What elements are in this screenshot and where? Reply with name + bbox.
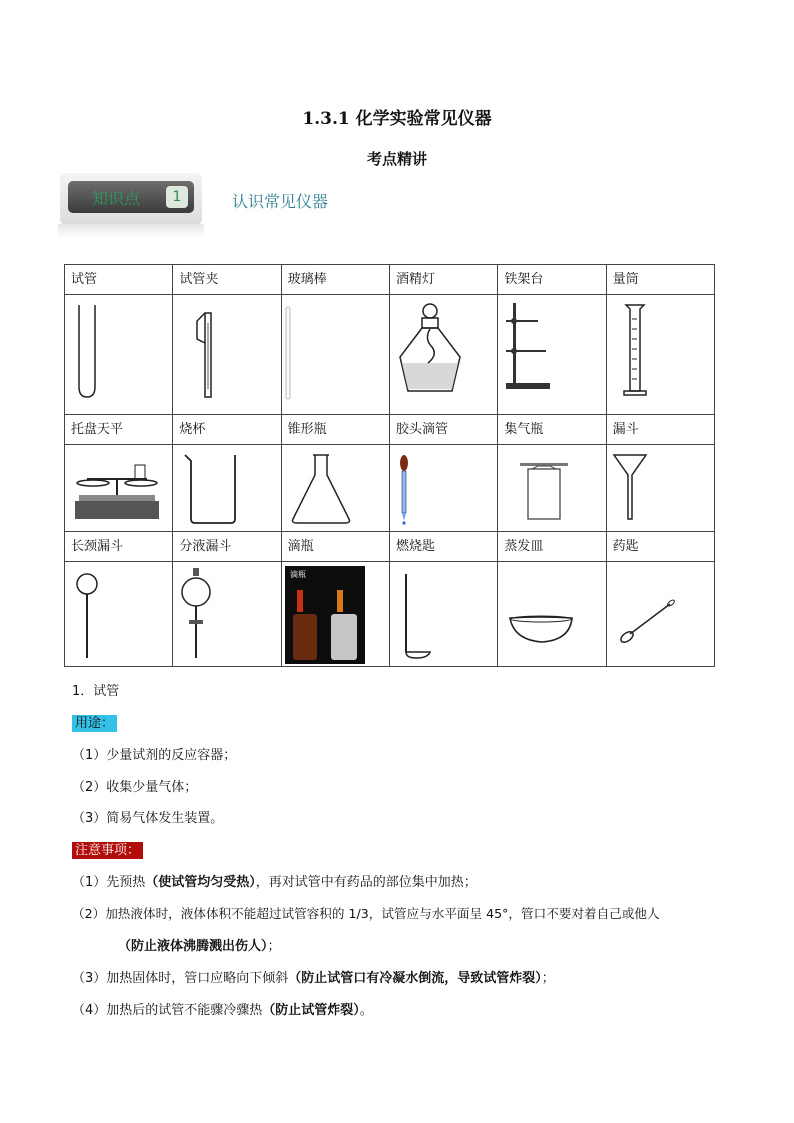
- note-text: （3）加热固体时，管口应略向下倾斜: [72, 971, 289, 986]
- alcohol-lamp-icon: [394, 299, 494, 409]
- note-item-2: [72, 903, 660, 922]
- note-text: ，再对试管中有药品的部位集中加热；: [255, 875, 477, 890]
- combustion-spoon-icon: [394, 566, 494, 664]
- test-tube-icon: [69, 299, 169, 409]
- evaporating-dish-icon: [502, 566, 602, 664]
- note-item-2-cont: [118, 935, 281, 954]
- instrument-name: 漏斗: [606, 415, 714, 445]
- balance-cell: [65, 445, 173, 532]
- notes-tag: [72, 839, 143, 858]
- instrument-name: 量筒: [606, 265, 714, 295]
- gas-jar-cell: [498, 445, 606, 532]
- dropping-bottle-photo: [285, 566, 385, 664]
- medicine-spoon-cell: [606, 562, 714, 667]
- graduated-cylinder-cell: [606, 295, 714, 415]
- knowledge-point-badge: [60, 173, 202, 225]
- beaker-icon: [177, 449, 277, 527]
- funnel-icon: [610, 449, 710, 527]
- instrument-name: 锥形瓶: [281, 415, 389, 445]
- instrument-name: 燃烧匙: [389, 532, 497, 562]
- long-neck-funnel-cell: [65, 562, 173, 667]
- dropper-cell: [389, 445, 497, 532]
- section-heading-test-tube: 1．试管: [72, 684, 120, 699]
- separatory-funnel-icon: [177, 566, 277, 664]
- combustion-spoon-cell: [389, 562, 497, 667]
- glass-rod-icon: [285, 299, 385, 409]
- note-text: ；: [541, 971, 555, 986]
- beaker-cell: [173, 445, 281, 532]
- note-emphasis: （防止试管炸裂）: [262, 1003, 360, 1018]
- note-emphasis: （防止试管口有冷凝水倒流，导致试管炸裂）: [288, 971, 542, 986]
- test-tube-holder-cell: [173, 295, 281, 415]
- instrument-name: 酒精灯: [389, 265, 497, 295]
- photo-caption: 滴瓶: [290, 570, 307, 579]
- instrument-name: 滴瓶: [281, 532, 389, 562]
- dropping-bottle-cell: [281, 562, 389, 667]
- note-item-4: [72, 999, 373, 1018]
- note-text: （2）加热液体时，液体体积不能超过试管容积的 1/3，试管应与水平面呈 45°，管口不要对着自己或他人: [72, 906, 660, 921]
- instrument-name: 烧杯: [173, 415, 281, 445]
- badge-shadow: [58, 224, 204, 238]
- note-text: （1）先预热: [72, 875, 146, 890]
- conical-flask-cell: [281, 445, 389, 532]
- instrument-name: 试管: [65, 265, 173, 295]
- page-title: 1.3.1 化学实验常见仪器: [302, 109, 492, 129]
- knowledge-point-label: 知识点: [92, 189, 141, 208]
- alcohol-lamp-cell: [389, 295, 497, 415]
- evaporating-dish-cell: [498, 562, 606, 667]
- note-text: 。: [359, 1003, 373, 1018]
- gas-jar-icon: [502, 449, 602, 527]
- uses-tag-label: 用途：: [72, 715, 117, 732]
- instrument-name: 托盘天平: [65, 415, 173, 445]
- use-item: （1）少量试剂的反应容器；: [72, 748, 237, 763]
- instrument-name: 集气瓶: [498, 415, 606, 445]
- notes-tag-label: 注意事项：: [72, 842, 143, 859]
- instrument-name: 试管夹: [173, 265, 281, 295]
- instrument-name: 药匙: [606, 532, 714, 562]
- use-item: （3）简易气体发生装置。: [72, 811, 224, 826]
- knowledge-point-badge-inner: [68, 181, 194, 213]
- note-item-3: [72, 967, 555, 986]
- instrument-name: 玻璃棒: [281, 265, 389, 295]
- iron-stand-icon: [502, 299, 602, 409]
- instrument-name: 分液漏斗: [173, 532, 281, 562]
- graduated-cylinder-icon: [610, 299, 710, 409]
- funnel-cell: [606, 445, 714, 532]
- dropper-icon: [394, 449, 494, 527]
- glass-rod-cell: [281, 295, 389, 415]
- note-emphasis: （使试管均匀受热）: [145, 875, 256, 890]
- section-heading: 认识常见仪器: [232, 192, 329, 211]
- instrument-name: 蒸发皿: [498, 532, 606, 562]
- test-tube-cell: [65, 295, 173, 415]
- conical-flask-icon: [285, 449, 385, 527]
- note-emphasis: （防止液体沸腾溅出伤人）: [118, 939, 268, 954]
- use-item: （2）收集少量气体；: [72, 780, 198, 795]
- iron-stand-cell: [498, 295, 606, 415]
- instrument-table: [64, 264, 715, 667]
- instrument-name: 胶头滴管: [389, 415, 497, 445]
- note-text: ；: [267, 939, 281, 954]
- separatory-funnel-cell: [173, 562, 281, 667]
- page-subtitle: 考点精讲: [366, 150, 427, 168]
- long-neck-funnel-icon: [69, 566, 169, 664]
- knowledge-point-number: 1: [166, 186, 188, 208]
- instrument-name: 铁架台: [498, 265, 606, 295]
- note-text: （4）加热后的试管不能骤冷骤热: [72, 1003, 263, 1018]
- balance-icon: [69, 449, 169, 527]
- note-item-1: [72, 871, 477, 890]
- medicine-spoon-icon: [610, 566, 710, 664]
- test-tube-holder-icon: [177, 299, 277, 409]
- uses-tag: [72, 712, 117, 731]
- instrument-name: 长颈漏斗: [65, 532, 173, 562]
